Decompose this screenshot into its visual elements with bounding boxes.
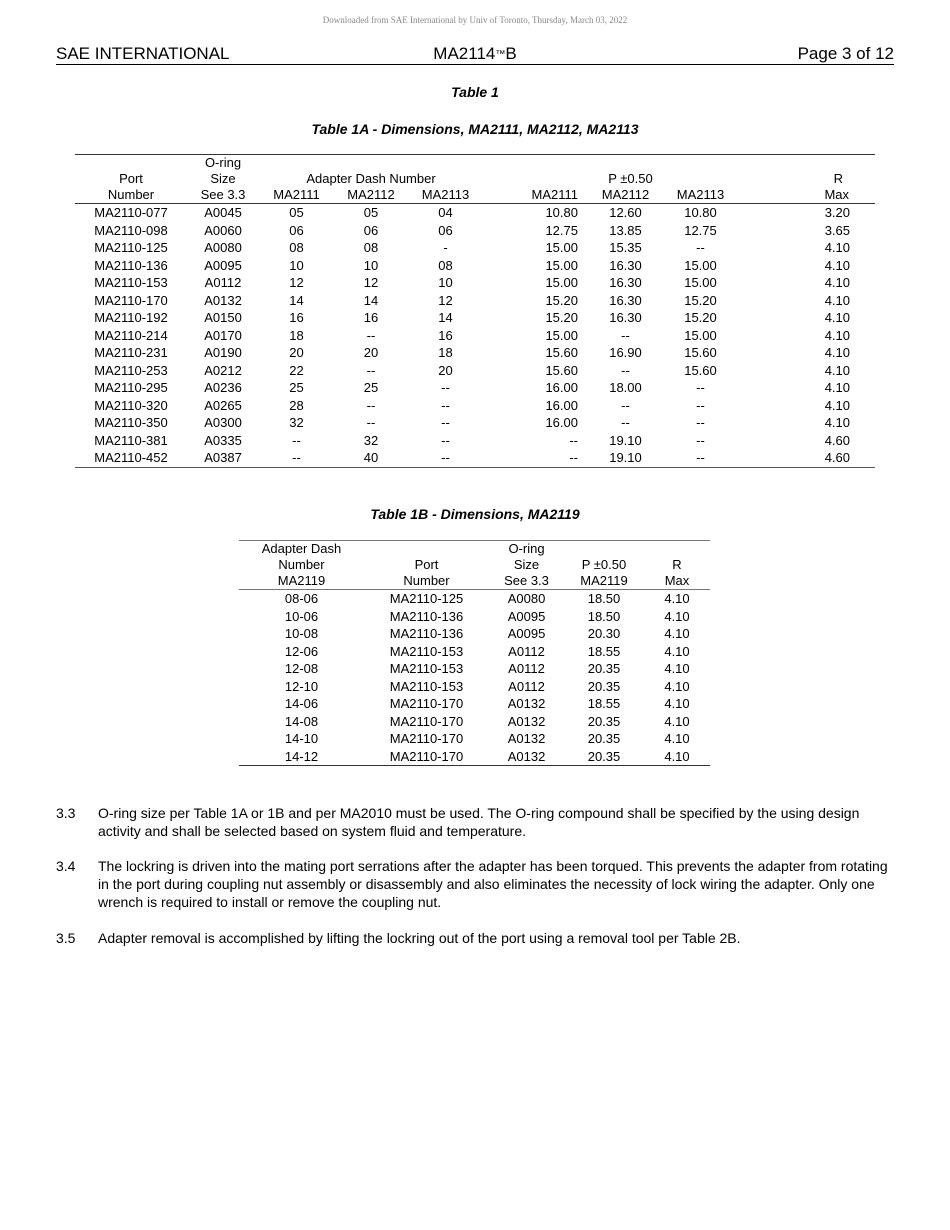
table-cell: A0150	[204, 310, 242, 325]
organization-name: SAE INTERNATIONAL	[56, 44, 230, 63]
table-cell: A0190	[204, 345, 242, 360]
paragraph-text: O-ring size per Table 1A or 1B and per MA2010 must be used. The O-ring compound shall be specified by the using design activity and shall be selected based on system fluid and temperature.	[98, 805, 860, 839]
table-row	[239, 625, 710, 643]
table-cell: A0132	[507, 696, 546, 711]
table-cell: 4.10	[824, 415, 850, 430]
table-cell: 15.00	[684, 275, 717, 290]
table-cell: 08	[289, 240, 304, 255]
table-cell: MA2110-214	[94, 327, 168, 343]
table-cell: 14	[438, 310, 453, 325]
table-cell: 19.10	[609, 432, 642, 448]
table-cell: 10	[289, 257, 304, 273]
table-cell: 4.10	[824, 310, 850, 325]
table-cell: MA2110-170	[389, 731, 464, 746]
table-cell: --	[696, 397, 705, 413]
table-cell: --	[621, 415, 630, 430]
table-cell: MA2110-192	[94, 310, 168, 325]
table-row	[75, 309, 875, 327]
table-row	[239, 730, 710, 748]
table-cell: A0080	[204, 240, 242, 255]
table-cell: MA2110-136	[94, 257, 168, 273]
table-cell: 08-06	[284, 591, 319, 606]
table-cell: --	[696, 432, 705, 448]
paragraph-3-4	[56, 857, 896, 911]
table-cell: 19.10	[609, 450, 642, 465]
table-cell: MA2110-253	[94, 362, 168, 378]
table-cell: MA2110-077	[94, 205, 168, 220]
table-cell: MA2110-170	[389, 748, 464, 764]
table-cell: 05	[289, 205, 304, 220]
table-cell: 12.60	[609, 205, 642, 220]
table-cell: 18.55	[587, 643, 621, 659]
table-cell: A0132	[507, 731, 546, 746]
table-row	[75, 274, 875, 292]
table-cell: 08	[363, 240, 379, 255]
header-r: R	[833, 171, 843, 186]
table-cell: 15.20	[684, 310, 717, 325]
table-cell: --	[366, 327, 376, 343]
table-cell: --	[292, 432, 301, 448]
table-row	[239, 660, 710, 678]
table-cell: --	[621, 362, 630, 378]
table-cell: 15.60	[684, 362, 717, 378]
header-r: R	[672, 557, 682, 572]
table-cell: -	[443, 240, 448, 255]
table-row	[239, 678, 710, 696]
table-1a: O-ring Port Size Adapter Dash Number P ±0.50 R Number See 3.3 MA2111 MA2112 MA2113 MA2111 MA2112 MA2113 Max MA2110-077 A0045 05 05 04 10.80 12.60 10.80 3.20 MA2110-098 A0060 06 06 06 12.75 13.85 12.75 3.65 MA2110-125 A0080 08 08 - 15.00 15.35 -- 4.10 MA2110-136 A0095 10 10 08 15.00 16.30 15.00 4.10 MA2110-153 A0112 12 12 10 15.00 16.30 15.00 4.10 MA2110-170 A0132 14 14 12 15.20 16.30 15.20 4.10 MA2110-192 A0150 16 16 14 15.20 16.30 15.20 4.10 MA2110-214 A0170 18 -- 16 15.00 -- 15.00 4.10 MA2110-231 A0190 20 20 18 15.60 16.90 15.60 4.10 MA2110-253 A0212 22 -- 20 15.60 -- 15.60 4.10 MA2110-295 A0236 25 25 -- 16.00 18.00 -- 4.10 MA2110-320 A0265 28 -- -- 16.00 -- -- 4.10 MA2110-350 A0300 32 -- -- 16.00 -- -- 4.10 MA2110-381 A0335 -- 32 -- -- 19.10 -- 4.60 MA2110-452 A0387 -- 40 -- -- 19.10 -- 4.60	[75, 154, 875, 468]
table-cell: 32	[289, 415, 304, 430]
table-cell: A0132	[204, 292, 242, 308]
download-watermark: Downloaded from SAE International by Univ of Toronto, Thursday, March 03, 2022	[322, 15, 628, 25]
table-cell: 4.10	[824, 275, 850, 290]
table-cell: --	[366, 397, 376, 413]
table-cell: A0095	[204, 257, 242, 273]
table-cell: 05	[363, 205, 379, 220]
table-cell: --	[569, 450, 578, 465]
page-number: Page 3 of 12	[797, 44, 894, 63]
table-row	[75, 257, 875, 275]
table-cell: 15.00	[684, 257, 717, 273]
table-cell: MA2110-098	[94, 222, 168, 238]
table-cell: 4.10	[664, 678, 690, 694]
header-adapter-dash: Adapter Dash	[261, 541, 342, 556]
table-row	[75, 379, 875, 397]
table-cell: --	[696, 415, 705, 430]
table-row	[239, 608, 710, 626]
table-cell: 20.35	[587, 748, 621, 764]
section-number: 3.5	[56, 930, 76, 946]
table-cell: 16.00	[545, 397, 578, 413]
table-cell: 20.30	[587, 626, 621, 641]
table-cell: 4.10	[824, 292, 850, 308]
table-cell: 18.50	[587, 608, 621, 624]
table-cell: MA2110-170	[389, 713, 464, 729]
table-cell: 25	[289, 380, 304, 395]
table-cell: MA2110-125	[94, 240, 168, 255]
table-cell: 14	[363, 292, 379, 308]
table-cell: 4.10	[664, 591, 690, 606]
table-cell: MA2110-381	[94, 432, 168, 448]
table-cell: A0387	[204, 450, 242, 465]
table-cell: MA2110-295	[94, 380, 168, 395]
table-cell: MA2110-350	[94, 415, 168, 430]
table-cell: 10.80	[684, 205, 717, 220]
table-cell: 18	[438, 345, 453, 360]
table-cell: MA2110-153	[389, 643, 464, 659]
table-row	[239, 713, 710, 731]
table-cell: 15.35	[609, 240, 642, 255]
table-row	[75, 222, 875, 240]
table-cell: 4.10	[664, 643, 690, 659]
table-cell: 16.90	[609, 345, 642, 360]
table-cell: MA2110-153	[389, 661, 464, 676]
table-cell: A0300	[204, 415, 242, 430]
table-cell: 12	[438, 292, 453, 308]
table-cell: 15.20	[684, 292, 717, 308]
table-cell: 16.00	[545, 380, 578, 395]
table-cell: 28	[289, 397, 304, 413]
table-cell: 08	[438, 257, 453, 273]
table-row	[75, 449, 875, 467]
paragraph-text: The lockring is driven into the mating port serrations after the adapter has been torqued. This prevents the adapter from rotating in the port during coupling nut assembly or disassembly and also eliminates the necessity of lock wiring the adapter. Only one wrench is required to install or remove the coupling nut.	[98, 858, 888, 910]
table-cell: 13.85	[609, 222, 642, 238]
table-cell: --	[441, 450, 450, 465]
table-cell: MA2110-136	[389, 608, 464, 624]
paragraph-3-5	[56, 929, 896, 947]
table-cell: --	[696, 240, 705, 255]
table-1b: Adapter Dash O-ring Number Port Size P ±0.50 R MA2119 Number See 3.3 MA2119 Max 08-06 MA2110-125 A0080 18.50 4.10 10-06 MA2110-136 A0095 18.50 4.10 10-08 MA2110-136 A0095 20.30 4.10 12-06 MA2110-153 A0112 18.55 4.10 12-08 MA2110-153 A0112 20.35 4.10 12-10 MA2110-153 A0112 20.35 4.10 14-06 MA2110-170 A0132 18.55 4.10 14-08 MA2110-170 A0132 20.35 4.10 14-10 MA2110-170 A0132 20.35 4.10 14-12 MA2110-170 A0132 20.35 4.10	[239, 540, 710, 766]
table-cell: --	[366, 362, 376, 378]
table-row	[75, 204, 875, 222]
table-cell: --	[366, 415, 376, 430]
table-cell: MA2110-136	[389, 626, 464, 641]
table-cell: --	[292, 450, 301, 465]
table-cell: 20.35	[587, 661, 621, 676]
table-cell: 20	[289, 345, 304, 360]
table-cell: MA2110-320	[94, 397, 168, 413]
table-cell: MA2110-153	[94, 275, 168, 290]
table-cell: 15.00	[545, 257, 578, 273]
table-cell: 10.80	[545, 205, 578, 220]
table-cell: 4.60	[824, 450, 850, 465]
header-p-tolerance: P ±0.50	[581, 557, 627, 572]
table-cell: 20	[438, 362, 453, 378]
table-cell: 12	[363, 275, 379, 290]
table-cell: 15.00	[684, 327, 717, 343]
table-cell: 20	[363, 345, 379, 360]
table-cell: 04	[438, 205, 453, 220]
table-cell: 18	[289, 327, 304, 343]
table-cell: A0335	[204, 432, 242, 448]
table-row	[239, 748, 710, 766]
table-cell: 14-12	[284, 748, 319, 764]
table1a-title: Table 1A - Dimensions, MA2111, MA2112, MA2113	[311, 121, 639, 137]
table-cell: 16.30	[609, 257, 642, 273]
table-cell: 20.35	[587, 713, 621, 729]
table-cell: A0060	[204, 222, 242, 238]
table-cell: 4.10	[664, 608, 690, 624]
table-cell: 14	[289, 292, 304, 308]
table-cell: 10-06	[284, 608, 319, 624]
table-cell: 4.10	[664, 696, 690, 711]
table-cell: 4.10	[824, 240, 850, 255]
table-cell: 4.10	[824, 397, 850, 413]
table-cell: 4.10	[664, 626, 690, 641]
table-row	[75, 432, 875, 450]
table-row	[75, 327, 875, 345]
table-cell: MA2110-170	[389, 696, 464, 711]
table-cell: A0236	[204, 380, 242, 395]
table-cell: 4.10	[824, 345, 850, 360]
table-cell: A0212	[204, 362, 242, 378]
table-cell: A0132	[507, 713, 546, 729]
table-cell: 10	[363, 257, 379, 273]
table-cell: A0112	[204, 275, 242, 290]
table-cell: --	[441, 432, 450, 448]
table1b-title: Table 1B - Dimensions, MA2119	[370, 506, 580, 522]
table-cell: MA2110-125	[389, 591, 464, 606]
table1-title: Table 1	[451, 84, 499, 100]
table-cell: A0112	[508, 643, 545, 659]
table-cell: --	[569, 432, 578, 448]
table-cell: 25	[363, 380, 379, 395]
table-cell: A0112	[508, 678, 545, 694]
header-oring: O-ring	[204, 155, 242, 170]
table-cell: 40	[363, 450, 379, 465]
table-cell: 14-06	[284, 696, 319, 711]
table-cell: 4.10	[824, 257, 850, 273]
table-cell: A0045	[204, 205, 242, 220]
table-cell: 32	[363, 432, 379, 448]
table-cell: A0095	[507, 626, 546, 641]
table-cell: MA2110-153	[389, 678, 464, 694]
table-cell: 3.20	[824, 205, 850, 220]
table-cell: A0132	[507, 748, 546, 764]
table-cell: 16	[289, 310, 304, 325]
section-number: 3.4	[56, 858, 76, 874]
table-cell: 14-10	[284, 731, 319, 746]
document-id: MA2114™B	[433, 44, 517, 63]
header-adapter-dash-number: Adapter Dash Number	[306, 171, 436, 186]
table-cell: 15.60	[545, 362, 578, 378]
table-cell: 10-08	[284, 626, 319, 641]
paragraph-3-3	[56, 804, 896, 840]
table-cell: --	[696, 450, 705, 465]
table-cell: 4.60	[824, 432, 850, 448]
header-p-tolerance: P ±0.50	[608, 171, 653, 186]
table-cell: 15.60	[684, 345, 717, 360]
table-cell: 16	[363, 310, 379, 325]
table-row	[239, 695, 710, 713]
table-cell: 15.60	[545, 345, 578, 360]
table-cell: 15.00	[545, 275, 578, 290]
table-cell: 20.35	[587, 678, 621, 694]
trademark-symbol: ™	[495, 49, 506, 60]
table-cell: 12	[289, 275, 304, 290]
table-cell: 06	[438, 222, 453, 238]
table-cell: 12.75	[545, 222, 578, 238]
table-row	[239, 590, 710, 608]
table-cell: 16.30	[609, 292, 642, 308]
table-cell: 16.30	[609, 275, 642, 290]
table-cell: 18.50	[587, 591, 621, 606]
table-cell: 22	[289, 362, 304, 378]
table-cell: 16.00	[545, 415, 578, 430]
table-cell: MA2110-170	[94, 292, 168, 308]
table-cell: 12-08	[284, 661, 319, 676]
table-cell: A0080	[507, 591, 546, 606]
table-cell: A0265	[204, 397, 242, 413]
table-row	[75, 292, 875, 310]
header-port: Port	[119, 171, 143, 186]
table-cell: 4.10	[824, 327, 850, 343]
table-cell: A0170	[204, 327, 242, 343]
table-cell: 3.65	[824, 222, 850, 238]
table-cell: 4.10	[664, 748, 690, 764]
table-cell: 16.30	[609, 310, 642, 325]
table-cell: --	[441, 380, 450, 395]
table-cell: 4.10	[664, 731, 690, 746]
table-cell: 4.10	[824, 380, 850, 395]
table-row	[75, 362, 875, 380]
table-cell: --	[621, 327, 630, 343]
table-cell: 4.10	[824, 362, 850, 378]
table-cell: --	[441, 397, 450, 413]
table-cell: 18.55	[587, 696, 621, 711]
page-header	[56, 44, 894, 65]
table-cell: 4.10	[664, 713, 690, 729]
table-cell: 15.20	[545, 292, 578, 308]
table-cell: A0095	[507, 608, 546, 624]
table-cell: 15.00	[545, 240, 578, 255]
table-cell: MA2110-452	[94, 450, 168, 465]
table-cell: --	[621, 397, 630, 413]
section-number: 3.3	[56, 805, 76, 821]
table-cell: MA2110-231	[94, 345, 168, 360]
table-cell: 12-06	[284, 643, 319, 659]
table-row	[75, 397, 875, 415]
table-cell: 16	[438, 327, 453, 343]
header-port: Port	[414, 557, 439, 572]
table-cell: 15.20	[545, 310, 578, 325]
table-cell: 20.35	[587, 731, 621, 746]
table-cell: 12.75	[684, 222, 717, 238]
table-row	[75, 239, 875, 257]
table-cell: 18.00	[609, 380, 642, 395]
table-cell: 4.10	[664, 661, 690, 676]
table-cell: --	[696, 380, 705, 395]
table-row	[75, 414, 875, 432]
table-row	[75, 344, 875, 362]
header-oring: O-ring	[508, 541, 545, 556]
table-cell: A0112	[508, 661, 545, 676]
table-cell: --	[441, 415, 450, 430]
table-cell: 06	[363, 222, 379, 238]
table-cell: 06	[289, 222, 304, 238]
table-cell: 14-08	[284, 713, 319, 729]
table-row	[239, 643, 710, 661]
paragraph-text: Adapter removal is accomplished by lifting the lockring out of the port using a removal tool per Table 2B.	[98, 930, 741, 946]
table-cell: 12-10	[284, 678, 319, 694]
table-cell: 15.00	[545, 327, 578, 343]
table-cell: 10	[438, 275, 453, 290]
